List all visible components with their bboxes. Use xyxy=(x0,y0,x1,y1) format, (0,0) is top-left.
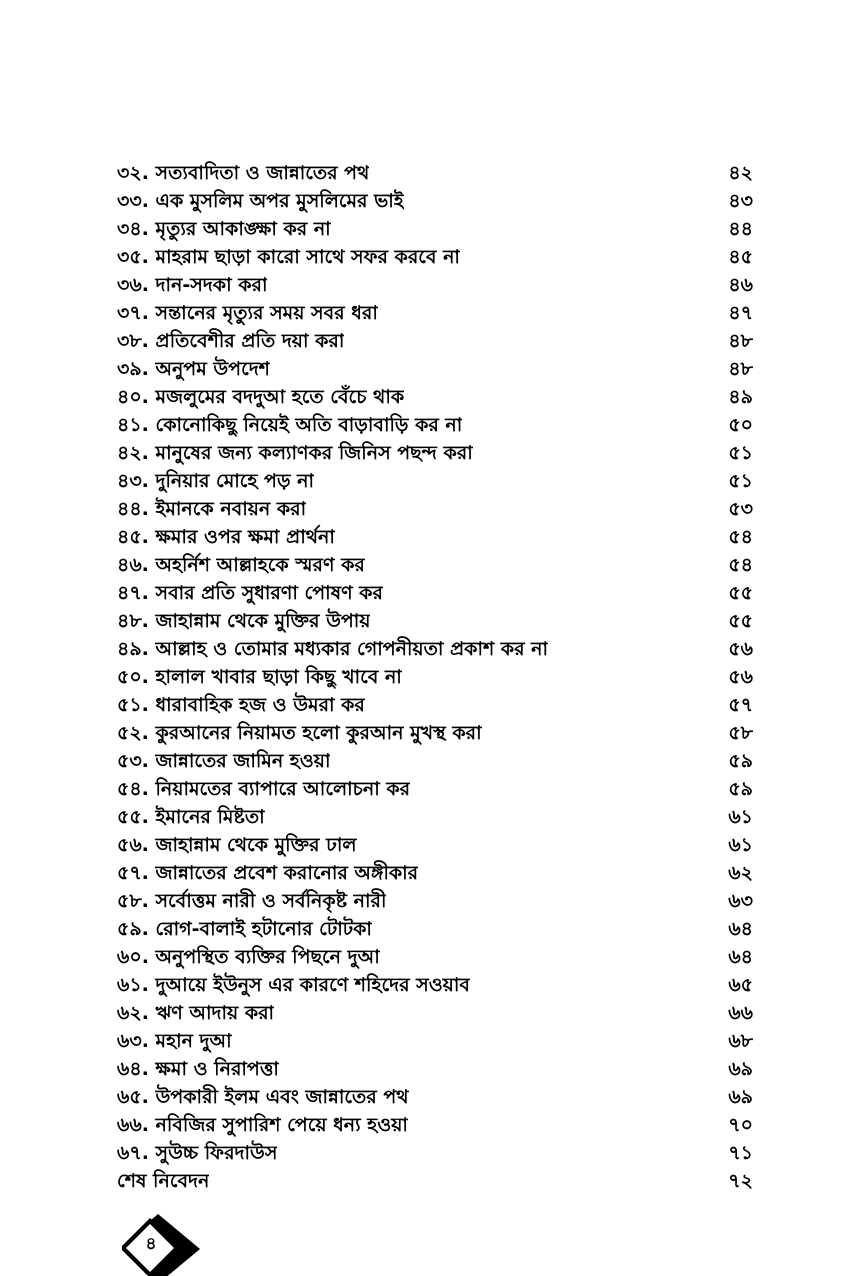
toc-entry-title: ৫৮. সর্বোত্তম নারী ও সর্বনিকৃষ্ট নারী xyxy=(117,890,387,912)
toc-entry xyxy=(117,243,753,271)
toc-entry xyxy=(117,187,753,215)
toc-entry xyxy=(117,551,753,579)
toc-entry-title: ৩৭. সন্তানের মৃত্যুর সময় সবর ধরা xyxy=(117,302,378,324)
toc-entry xyxy=(117,439,753,467)
toc-entry-page: ৫৪ xyxy=(728,526,753,548)
toc-entry-page: ৬৪ xyxy=(728,918,753,940)
toc-entry xyxy=(117,915,753,943)
toc-entry-page: ৪৮ xyxy=(728,330,753,352)
toc-entry-page: ৫১ xyxy=(728,442,753,464)
toc-entry xyxy=(117,719,753,747)
toc-entry-page: ৫৬ xyxy=(728,638,753,660)
toc-entry xyxy=(117,327,753,355)
toc-entry-title: ৩৪. মৃত্যুর আকাঙ্ক্ষা কর না xyxy=(117,218,331,240)
toc-entry-page: ৪৬ xyxy=(728,274,753,296)
toc-entry xyxy=(117,635,753,663)
toc-entry xyxy=(117,999,753,1027)
toc-entry-title: ৫৭. জান্নাতের প্রবেশ করানোর অঙ্গীকার xyxy=(117,862,419,884)
toc-entry-title: ৪১. কোনোকিছু নিয়েই অতি বাড়াবাড়ি কর না xyxy=(117,414,463,436)
toc-entry-title: ৩৮. প্রতিবেশীর প্রতি দয়া করা xyxy=(117,330,345,352)
toc-entry-page: ৫৭ xyxy=(728,694,753,716)
toc-entry-title: শেষ নিবেদন xyxy=(117,1170,210,1192)
toc-entry-title: ৪৯. আল্লাহ ও তোমার মধ্যকার গোপনীয়তা প্রকাশ কর না xyxy=(117,638,549,660)
toc-entry xyxy=(117,1139,753,1167)
toc-entry-page: ৭০ xyxy=(728,1114,753,1136)
toc-entry-title: ৩৬. দান-সদকা করা xyxy=(117,274,268,296)
toc-entry-title: ৩২. সত্যবাদিতা ও জান্নাতের পথ xyxy=(117,162,370,184)
toc-entry-title: ৬০. অনুপস্থিত ব্যক্তির পিছনে দুআ xyxy=(117,946,380,968)
toc-entry-page: ৫৩ xyxy=(728,498,753,520)
toc-entry-title: ৫১. ধারাবাহিক হজ ও উমরা কর xyxy=(117,694,365,716)
toc-entry-page: ৫৪ xyxy=(728,554,753,576)
toc-entry-title: ৫৯. রোগ-বালাই হটানোর টোটকা xyxy=(117,918,372,940)
toc-entry xyxy=(117,523,753,551)
toc-entry-title: ৩৩. এক মুসলিম অপর মুসলিমের ভাই xyxy=(117,190,404,212)
toc-entry-page: ৭২ xyxy=(728,1170,753,1192)
toc-entry-page: ৬৪ xyxy=(728,946,753,968)
toc-entry xyxy=(117,1111,753,1139)
toc-entry-page: ৪৭ xyxy=(728,302,753,324)
toc-entry-page: ৪৯ xyxy=(728,386,753,408)
toc-entry-title: ৪৫. ক্ষমার ওপর ক্ষমা প্রার্থনা xyxy=(117,526,335,548)
toc-entry xyxy=(117,1055,753,1083)
toc-entry xyxy=(117,1083,753,1111)
toc-entry-title: ৪২. মানুষের জন্য কল্যাণকর জিনিস পছন্দ করা xyxy=(117,442,473,464)
toc-entry-title: ৫৫. ইমানের মিষ্টতা xyxy=(117,806,265,828)
toc-entry xyxy=(117,355,753,383)
toc-entry-title: ৪৪. ইমানকে নবায়ন করা xyxy=(117,498,307,520)
page-number-badge xyxy=(122,1212,206,1276)
toc-entry xyxy=(117,299,753,327)
toc-entry-title: ৬৩. মহান দুআ xyxy=(117,1030,232,1052)
table-of-contents xyxy=(117,159,753,1195)
toc-entry-title: ৪৮. জাহান্নাম থেকে মুক্তির উপায় xyxy=(117,610,371,632)
toc-entry xyxy=(117,747,753,775)
toc-entry xyxy=(117,971,753,999)
toc-entry-page: ৫৮ xyxy=(728,722,753,744)
toc-entry-page: ৪৫ xyxy=(728,246,753,268)
toc-entry xyxy=(117,215,753,243)
toc-entry xyxy=(117,467,753,495)
toc-entry-page: ৬১ xyxy=(728,806,753,828)
toc-entry-title: ৫৬. জাহান্নাম থেকে মুক্তির ঢাল xyxy=(117,834,357,856)
toc-entry-title: ৬১. দুআয়ে ইউনুস এর কারণে শহিদের সওয়াব xyxy=(117,974,470,996)
toc-entry xyxy=(117,831,753,859)
toc-entry-title: ৩৯. অনুপম উপদেশ xyxy=(117,358,270,380)
toc-entry xyxy=(117,383,753,411)
toc-entry-title: ৫২. কুরআনের নিয়ামত হলো কুরআন মুখস্থ করা xyxy=(117,722,482,744)
toc-entry-page: ৪৩ xyxy=(728,190,753,212)
toc-entry-page: ৫৯ xyxy=(728,778,753,800)
toc-entry-page: ৬৯ xyxy=(728,1058,753,1080)
toc-entry-title: ৪৩. দুনিয়ার মোহে পড় না xyxy=(117,470,314,492)
toc-entry-page: ৫৫ xyxy=(728,582,753,604)
toc-entry xyxy=(117,1167,753,1195)
toc-entry-page: ৪৪ xyxy=(728,218,753,240)
toc-entry-title: ৪৭. সবার প্রতি সুধারণা পোষণ কর xyxy=(117,582,383,604)
toc-entry-page: ৬৩ xyxy=(728,890,753,912)
toc-entry-page: ৪৮ xyxy=(728,358,753,380)
toc-entry-page: ৫০ xyxy=(728,414,753,436)
toc-entry-page: ৬২ xyxy=(728,862,753,884)
toc-entry-page: ৭১ xyxy=(728,1142,753,1164)
toc-entry-page: ৬৯ xyxy=(728,1086,753,1108)
toc-entry-page: ৬৬ xyxy=(728,1002,753,1024)
toc-entry-page: ৫১ xyxy=(728,470,753,492)
toc-entry-title: ৫৪. নিয়ামতের ব্যাপারে আলোচনা কর xyxy=(117,778,411,800)
toc-entry xyxy=(117,775,753,803)
toc-entry-title: ৪৬. অহর্নিশ আল্লাহকে স্মরণ কর xyxy=(117,554,365,576)
toc-entry xyxy=(117,271,753,299)
toc-entry xyxy=(117,495,753,523)
toc-entry xyxy=(117,579,753,607)
toc-entry xyxy=(117,607,753,635)
toc-entry-title: ৬৭. সুউচ্চ ফিরদাউস xyxy=(117,1142,278,1164)
toc-entry-title: ৩৫. মাহরাম ছাড়া কারো সাথে সফর করবে না xyxy=(117,246,460,268)
page-number: ৪ xyxy=(145,1234,157,1254)
toc-entry-page: ৬৫ xyxy=(728,974,753,996)
toc-entry-page: ৫৬ xyxy=(728,666,753,688)
toc-entry-title: ৫৩. জান্নাতের জামিন হওয়া xyxy=(117,750,331,772)
toc-entry-page: ৫৫ xyxy=(728,610,753,632)
toc-entry-page: ৪২ xyxy=(728,162,753,184)
toc-entry xyxy=(117,411,753,439)
toc-entry xyxy=(117,159,753,187)
toc-entry-title: ৬৪. ক্ষমা ও নিরাপত্তা xyxy=(117,1058,279,1080)
toc-entry xyxy=(117,803,753,831)
toc-entry-title: ৬৬. নবিজির সুপারিশ পেয়ে ধন্য হওয়া xyxy=(117,1114,408,1136)
toc-entry xyxy=(117,663,753,691)
toc-entry xyxy=(117,691,753,719)
toc-entry-page: ৫৯ xyxy=(728,750,753,772)
toc-entry-page: ৬১ xyxy=(728,834,753,856)
toc-entry-page: ৬৮ xyxy=(728,1030,753,1052)
toc-entry-title: ৬২. ঋণ আদায় করা xyxy=(117,1002,275,1024)
toc-entry xyxy=(117,943,753,971)
toc-entry xyxy=(117,859,753,887)
toc-entry-title: ৬৫. উপকারী ইলম এবং জান্নাতের পথ xyxy=(117,1086,409,1108)
toc-entry xyxy=(117,1027,753,1055)
toc-entry-title: ৫০. হালাল খাবার ছাড়া কিছু খাবে না xyxy=(117,666,402,688)
toc-entry-title: ৪০. মজলুমের বদদুআ হতে বেঁচে থাক xyxy=(117,386,405,408)
toc-entry xyxy=(117,887,753,915)
